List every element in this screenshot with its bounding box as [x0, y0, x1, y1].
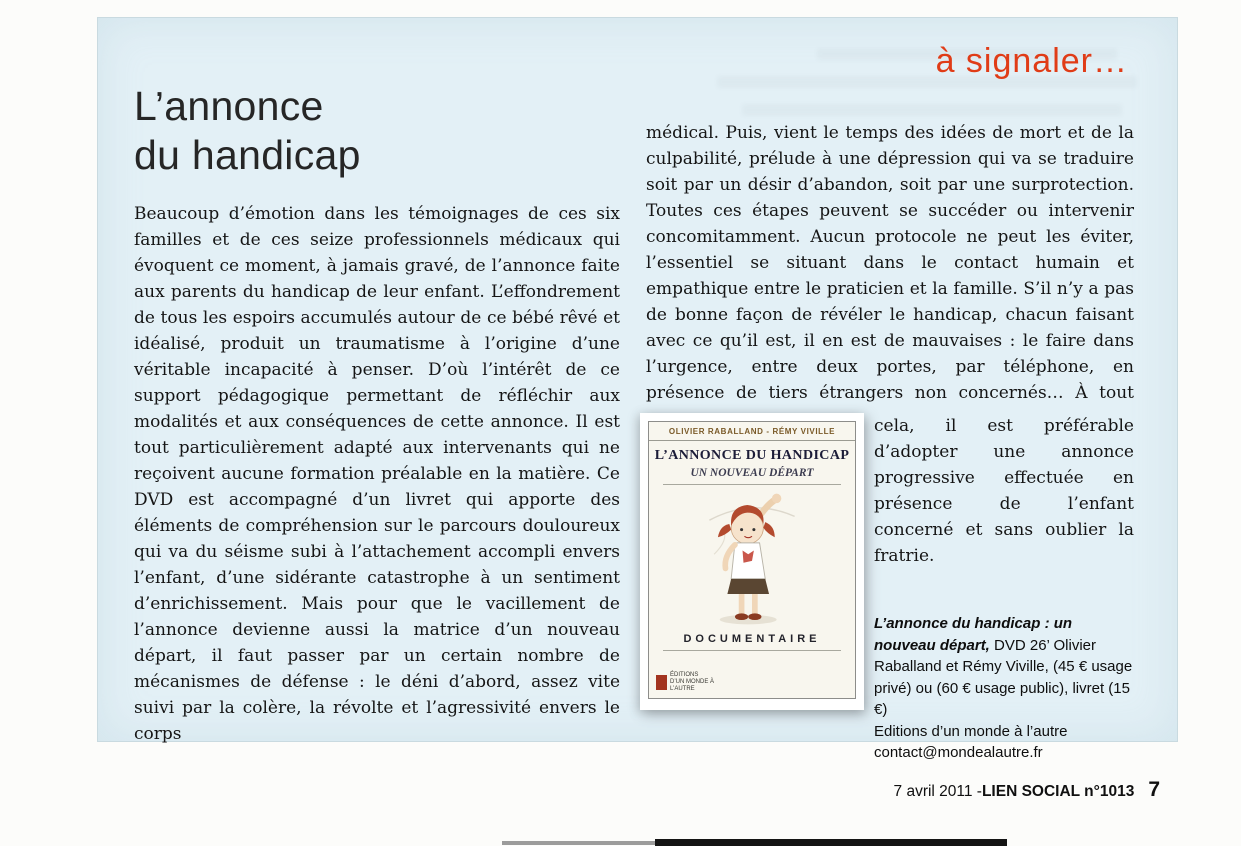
dvd-cover-divider — [663, 484, 840, 485]
article-title — [134, 82, 361, 180]
dvd-and-wrapped-text-row — [646, 413, 1134, 764]
scan-artifact — [655, 839, 1007, 846]
wrapped-text-column — [874, 413, 1134, 764]
footer-date: 7 avril 2011 - — [893, 783, 982, 800]
caption-publisher: Editions d’un monde à l’autre — [874, 722, 1068, 740]
scanned-page-panel — [97, 17, 1178, 761]
left-text-column — [134, 201, 620, 747]
footer-journal-name: LIEN SOCIAL n°1013 — [981, 783, 1135, 800]
print-bleedthrough — [742, 104, 1122, 116]
dvd-cover-title: L’ANNONCE DU HANDICAP — [654, 448, 850, 463]
article-title-line1: L’annonce — [134, 83, 324, 129]
caption-details: DVD 26’ Olivier Raballand et Rémy Viville, (45 € usage privé) ou (60 € usage public), livret (15 €) — [874, 636, 1133, 718]
publisher-logo-text: ÉDITIONS D’UN MONDE À L’AUTRE — [670, 672, 715, 692]
article-title-line2: du handicap — [134, 132, 361, 178]
dvd-cover-authors: OLIVIER RABALLAND - RÉMY VIVILLE — [668, 427, 836, 436]
section-header-a-signaler: à signaler… — [935, 42, 1128, 80]
child-illustration-drawing — [688, 488, 816, 630]
dvd-cover-photo — [640, 413, 864, 710]
article-body-wrapped: cela, il est préférable d’adopter une annonce progressive effectuée en présence de l’enfant concerné et sans oublier la fratrie. — [874, 416, 1134, 566]
caption-contact-email: contact@mondealautre.fr — [874, 744, 1043, 761]
article-body-right: médical. Puis, vient le temps des idées de mort et de la culpabilité, prélude à une dépression qui va se traduire soit par un désir d’abandon, soit par une surprotection. Toutes ces étapes peuvent se succéder ou intervenir concomitamment. Aucun protocole ne peut les éviter, l’essentiel se situant dans le contact humain et empathique entre le praticien et la famille. S’il n’y a pas de bonne façon de révéler le handicap, chacun faisant avec ce qu’il est, il en est de mauvaises : le faire dans l’urgence, entre deux portes, par téléphone, en présence de tiers étrangers non concernés… À tout — [646, 123, 1134, 403]
dvd-cover — [648, 421, 856, 699]
dvd-cover-illustration — [688, 488, 816, 630]
dvd-cover-top-band — [649, 422, 855, 441]
dvd-cover-divider-bottom — [663, 650, 840, 651]
scan-artifact — [502, 841, 656, 845]
dvd-cover-genre: DOCUMENTAIRE — [683, 633, 821, 645]
dvd-cover-subtitle: UN NOUVEAU DÉPART — [690, 467, 814, 479]
article-body-left: Beaucoup d’émotion dans les témoignages de ces six familles et de ces seize professionnels médicaux qui évoquent ce moment, à jamais gravé, de l’annonce faite aux parents du handicap de leur enfant. L’effondrement de tous les espoirs accumulés autour de ce bébé rêvé et idéalisé, produit un traumatisme à l’origine d’une véritable incapacité à penser. D’où l’intérêt de ce support pédagogique permettant de réfléchir aux modalités et aux conséquences de cette annonce. Il est tout particulièrement adapté aux intervenants qui ne reçoivent aucune formation préalable en la matière. Ce DVD est accompagné d’un livret qui apporte des éléments de compréhension sur le parcours douloureux qui va du séisme subi à l’attachement accompli envers l’enfant, d’une sidérante catastrophe à un sentiment d’enrichissement. Mais pour que le vacillement de l’annonce devienne aussi la matrice d’un nouveau départ, il faut passer par un certain nombre de mécanismes de défense : le déni d’abord, assez vite suivi par la colère, la révolte et l’agressivité envers le corps — [134, 204, 620, 744]
publisher-logo — [656, 672, 714, 693]
caption-title: L’annonce du handicap : un nouveau départ, — [874, 615, 1073, 654]
footer-page-number: 7 — [1148, 778, 1160, 801]
publisher-logo-icon — [656, 675, 667, 690]
dvd-caption — [874, 613, 1134, 764]
right-text-column — [646, 120, 1134, 764]
page-footer — [894, 778, 1160, 802]
